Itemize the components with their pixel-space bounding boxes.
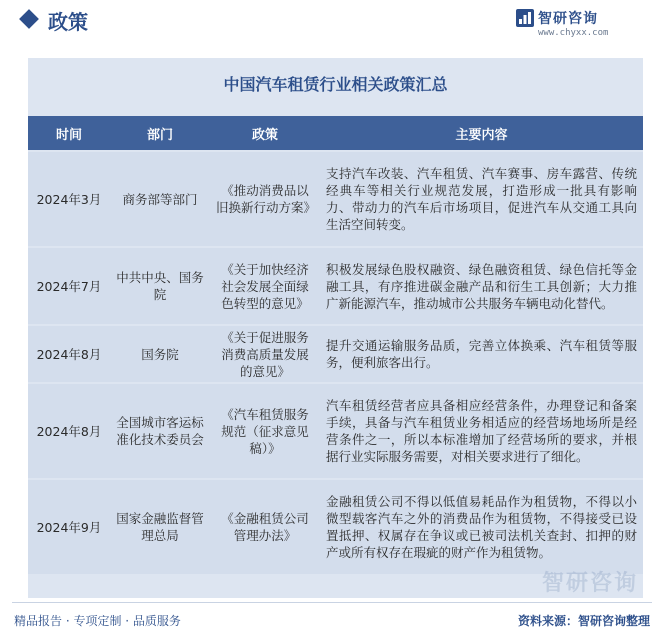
cell-department: 商务部等部门 bbox=[110, 152, 210, 246]
cell-time: 2024年3月 bbox=[28, 152, 110, 246]
cell-department: 国家金融监督管理总局 bbox=[110, 480, 210, 574]
cell-policy: 《金融租赁公司管理办法》 bbox=[210, 480, 320, 574]
cell-policy: 《推动消费品以旧换新行动方案》 bbox=[210, 152, 320, 246]
header-policy: 政策 bbox=[210, 116, 320, 150]
table-header-row bbox=[28, 116, 643, 150]
header-time: 时间 bbox=[28, 116, 110, 150]
table-row bbox=[28, 480, 643, 574]
policy-table bbox=[28, 114, 643, 576]
brand-logo-icon bbox=[516, 9, 534, 27]
table-row bbox=[28, 248, 643, 324]
cell-department: 中共中央、国务院 bbox=[110, 248, 210, 324]
table-row bbox=[28, 152, 643, 246]
cell-time: 2024年9月 bbox=[28, 480, 110, 574]
header-content: 主要内容 bbox=[320, 116, 643, 150]
brand-watermark: 智研咨询 bbox=[541, 571, 638, 596]
cell-time: 2024年8月 bbox=[28, 384, 110, 478]
diamond-icon bbox=[19, 9, 39, 29]
footer-source: 资料来源：智研咨询整理 bbox=[517, 614, 650, 628]
brand-url: www.chyxx.com bbox=[538, 28, 609, 38]
footer-divider bbox=[12, 602, 652, 603]
cell-time: 2024年7月 bbox=[28, 248, 110, 324]
page-header bbox=[0, 0, 664, 44]
cell-content: 提升交通运输服务品质，完善立体换乘、汽车租赁等服务，便利旅客出行。 bbox=[320, 326, 643, 382]
cell-policy: 《关于促进服务消费高质量发展的意见》 bbox=[210, 326, 320, 382]
brand bbox=[516, 6, 646, 42]
cell-policy: 《汽车租赁服务规范（征求意见稿）》 bbox=[210, 384, 320, 478]
cell-policy: 《关于加快经济社会发展全面绿色转型的意见》 bbox=[210, 248, 320, 324]
cell-content: 汽车租赁经营者应具备相应经营条件，办理登记和备案手续，具备与汽车租赁业务相适应的经营场地场所是经营条件之一，所以本标准增加了经营场所的要求，并根据行业实际服务需要，对相关要求进行了细化。 bbox=[320, 384, 643, 478]
header-department: 部门 bbox=[110, 116, 210, 150]
cell-department: 国务院 bbox=[110, 326, 210, 382]
table-title: 中国汽车租赁行业相关政策汇总 bbox=[28, 58, 643, 112]
cell-content: 积极发展绿色股权融资、绿色融资租赁、绿色信托等金融工具，有序推进碳金融产品和衍生工具创新；大力推广新能源汽车，推动城市公共服务车辆电动化替代。 bbox=[320, 248, 643, 324]
table-row bbox=[28, 384, 643, 478]
footer-tags: 精品报告 · 专项定制 · 品质服务 bbox=[14, 614, 181, 628]
cell-content: 金融租赁公司不得以低值易耗品作为租赁物，不得以小微型载客汽车之外的消费品作为租赁物，不得接受已设置抵押、权属存在争议或已被司法机关查封、扣押的财产或所有权存在瑕疵的财产作为租赁物。 bbox=[320, 480, 643, 574]
cell-department: 全国城市客运标准化技术委员会 bbox=[110, 384, 210, 478]
section-title: 政策 bbox=[48, 10, 88, 34]
policy-table-panel bbox=[28, 58, 643, 598]
table-row bbox=[28, 326, 643, 382]
cell-content: 支持汽车改装、汽车租赁、汽车赛事、房车露营、传统经典车等相关行业规范发展，打造形成一批具有影响力、带动力的汽车后市场项目，促进汽车从交通工具向生活空间转变。 bbox=[320, 152, 643, 246]
brand-name: 智研咨询 bbox=[538, 11, 598, 27]
cell-time: 2024年8月 bbox=[28, 326, 110, 382]
page-footer bbox=[0, 600, 664, 632]
